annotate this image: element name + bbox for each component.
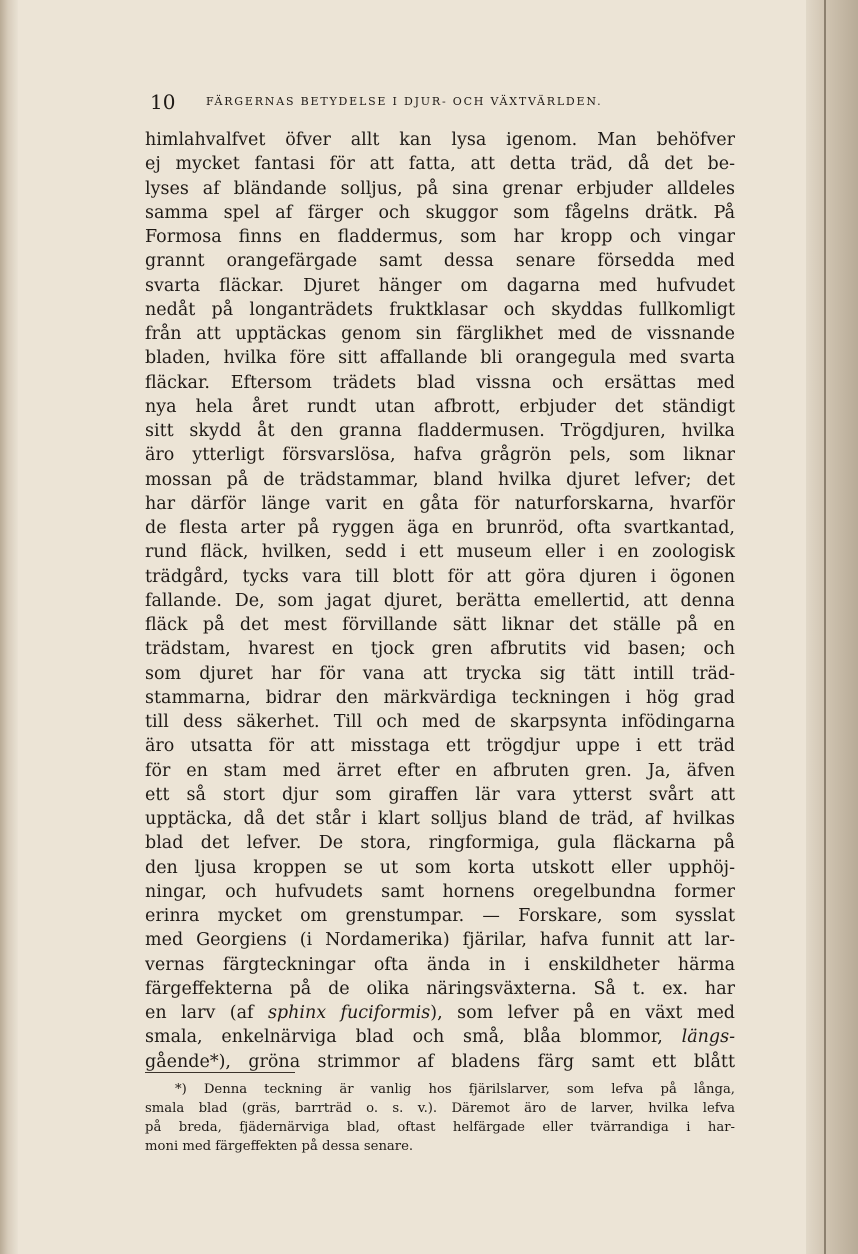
page-number: 10 xyxy=(150,90,176,114)
body-line-last: gående*), gröna strimmor af bladens färg samt ett blått xyxy=(145,1051,735,1072)
body-line: sitt skydd åt den granna fladdermusen. Trögdjuren, hvilka xyxy=(145,421,735,441)
body-line: lyses af bländande solljus, på sina grenar erbjuder alldeles xyxy=(145,178,735,199)
body-line: de flesta arter på ryggen äga en brunröd, ofta svartkantad, xyxy=(145,518,735,538)
body-line: med Georgiens (i Nordamerika) fjärilar, hafva funnit att lar- xyxy=(145,930,735,951)
body-line: vernas färgteckningar ofta ända in i enskildheter härma xyxy=(145,954,735,975)
body-line: fläck på det mest förvillande sätt liknar det ställe på en xyxy=(145,615,735,635)
body-line: svarta fläckar. Djuret hänger om dagarna med hufvudet xyxy=(145,275,735,296)
body-line: till dess säkerhet. Till och med de skarpsynta infödingarna xyxy=(145,712,735,732)
langs-italic: längs- xyxy=(681,1027,735,1048)
body-line: fläckar. Eftersom trädets blad vissna och ersättas med xyxy=(145,372,735,393)
body-line: erinra mycket om grenstumpar. — Forskare, som sysslat xyxy=(145,906,735,926)
sphinx-line-before: en larv (af xyxy=(145,1003,268,1023)
body-line: ett så stort djur som giraffen lär vara ytterst svårt att xyxy=(145,784,735,805)
body-line: upptäcka, då det står i klart solljus bland de träd, af hvilkas xyxy=(145,809,735,829)
body-line: ningar, och hufvudets samt hornens oregelbundna former xyxy=(145,881,735,902)
body-line: äro ytterligt försvarslösa, hafva grågrön pels, som liknar xyxy=(145,445,735,466)
body-line: trädgård, tycks vara till blott för att göra djuren i ögonen xyxy=(145,566,735,587)
body-line: bladen, hvilka före sitt affallande bli orangegula med svarta xyxy=(145,348,735,369)
langs-line-before: smala, enkelnärviga blad och små, blåa blommor, xyxy=(145,1027,682,1048)
sphinx-line-after: ), som lefver på en växt med xyxy=(430,1003,736,1023)
body-text xyxy=(145,128,735,1074)
body-line: nedåt på longanträdets fruktklasar och skyddas fullkomligt xyxy=(145,299,735,320)
body-line: grannt orangefärgade samt dessa senare försedda med xyxy=(145,251,735,272)
body-line: den ljusa kroppen se ut som korta utskott eller upphöj- xyxy=(145,857,735,878)
body-line: för en stam med ärret efter en afbruten gren. Ja, äfven xyxy=(145,760,735,781)
species-name: sphinx fuciformis xyxy=(267,1003,431,1023)
footnotes xyxy=(145,1080,735,1156)
footnote-line: på breda, fjädernärviga blad, oftast helfärgade eller tvärrandiga i har- xyxy=(145,1120,735,1135)
body-line: ej mycket fantasi för att fatta, att detta träd, då det be- xyxy=(145,154,735,175)
body-line: Formosa finns en fladdermus, som har kropp och vingar xyxy=(145,227,735,247)
footnote-line: *) Denna teckning är vanlig hos fjärilslarver, som lefva på långa, xyxy=(175,1082,735,1097)
footnote-line: moni med färgeffekten på dessa senare. xyxy=(145,1139,414,1154)
body-line: samma spel af färger och skuggor som fågelns drätk. På xyxy=(145,202,735,223)
body-line-sphinx xyxy=(145,1001,735,1025)
body-line: har därför länge varit en gåta för naturforskarna, hvarför xyxy=(145,493,735,514)
body-line: blad det lefver. De stora, ringformiga, gula fläckarna på xyxy=(145,833,735,854)
body-line: nya hela året rundt utan afbrott, erbjuder det ständigt xyxy=(145,396,735,417)
body-line-langs xyxy=(145,1025,735,1049)
page-header xyxy=(150,90,680,114)
body-line: äro utsatta för att misstaga ett trögdjur uppe i ett träd xyxy=(145,736,735,757)
body-line: som djuret har för vana att trycka sig tätt intill träd- xyxy=(145,663,735,684)
footnote-line: smala blad (gräs, barrträd o. s. v.). Däremot äro de larver, hvilka lefva xyxy=(145,1101,735,1116)
body-line: rund fläck, hvilken, sedd i ett museum eller i en zoologisk xyxy=(145,542,735,563)
body-line: trädstam, hvarest en tjock gren afbrutits vid basen; och xyxy=(145,639,735,660)
binding-line xyxy=(824,0,826,1254)
body-line: fallande. De, som jagat djuret, berätta emellertid, att denna xyxy=(145,590,735,611)
body-line: färgeffekterna på de olika näringsväxterna. Så t. ex. har xyxy=(145,978,735,999)
body-line: stammarna, bidrar den märkvärdiga teckningen i hög grad xyxy=(145,687,735,708)
body-line: himlahvalfvet öfver allt kan lysa igenom. Man behöfver xyxy=(145,130,735,150)
page-left-edge xyxy=(0,0,18,1254)
page-right-edge xyxy=(806,0,858,1254)
running-head: FÄRGERNAS BETYDELSE I DJUR- OCH VÄXTVÄRLDEN. xyxy=(206,95,603,108)
footnote-rule xyxy=(145,1072,295,1073)
body-line: mossan på de trädstammar, bland hvilka djuret lefver; det xyxy=(145,469,735,490)
body-line: från att upptäckas genom sin färglikhet med de vissnande xyxy=(145,324,735,344)
